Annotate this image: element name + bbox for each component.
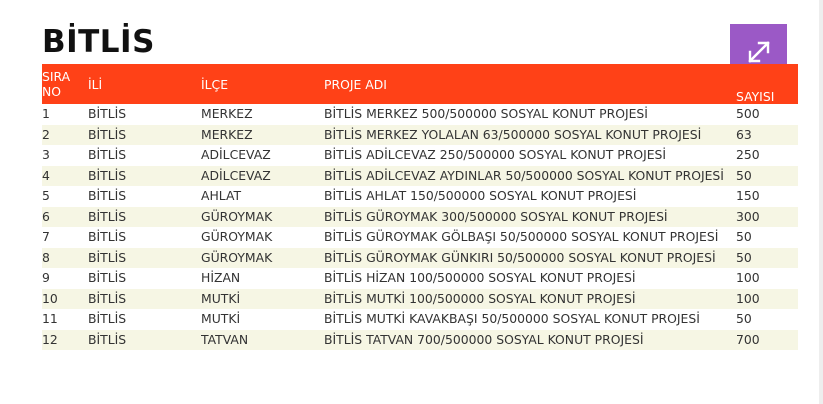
cell-sayisi: 50 bbox=[736, 249, 752, 265]
cell-il: BİTLİS bbox=[88, 290, 127, 306]
cell-sayisi: 63 bbox=[736, 126, 752, 142]
header-sayisi: SAYISI bbox=[736, 89, 775, 104]
cell-proje-adi: BİTLİS MUTKİ 100/500000 SOSYAL KONUT PROJESİ bbox=[324, 290, 636, 306]
cell-ilce: GÜROYMAK bbox=[201, 229, 273, 245]
cell-il: BİTLİS bbox=[88, 167, 127, 183]
header-proje-adi: PROJE ADI bbox=[324, 76, 387, 92]
expand-arrows-icon bbox=[746, 39, 772, 65]
cell-sira-no: 12 bbox=[42, 331, 58, 347]
table-row bbox=[42, 207, 798, 228]
page-title: BİTLİS bbox=[42, 24, 155, 60]
cell-sira-no: 3 bbox=[42, 147, 50, 163]
table-row bbox=[42, 289, 798, 310]
cell-proje-adi: BİTLİS GÜROYMAK 300/500000 SOSYAL KONUT PROJESİ bbox=[324, 208, 668, 224]
cell-il: BİTLİS bbox=[88, 126, 127, 142]
table-row bbox=[42, 166, 798, 187]
scrollbar-track[interactable] bbox=[819, 0, 823, 404]
cell-sira-no: 7 bbox=[42, 229, 50, 245]
cell-ilce: MUTKİ bbox=[201, 290, 241, 306]
cell-proje-adi: BİTLİS ADİLCEVAZ 250/500000 SOSYAL KONUT PROJESİ bbox=[324, 147, 667, 163]
table-body bbox=[42, 104, 798, 350]
cell-sayisi: 50 bbox=[736, 311, 752, 327]
cell-il: BİTLİS bbox=[88, 208, 127, 224]
cell-il: BİTLİS bbox=[88, 188, 127, 204]
cell-proje-adi: BİTLİS GÜROYMAK GÜNKIRI 50/500000 SOSYAL KONUT PROJESİ bbox=[324, 249, 716, 265]
cell-ilce: MUTKİ bbox=[201, 311, 241, 327]
housing-projects-table bbox=[42, 64, 798, 350]
table-row bbox=[42, 125, 798, 146]
cell-sira-no: 9 bbox=[42, 270, 50, 286]
cell-sayisi: 100 bbox=[736, 290, 760, 306]
cell-sira-no: 2 bbox=[42, 126, 50, 142]
cell-sira-no: 8 bbox=[42, 249, 50, 265]
cell-il: BİTLİS bbox=[88, 106, 127, 122]
cell-ilce: AHLAT bbox=[201, 188, 242, 204]
table-row bbox=[42, 248, 798, 269]
header-ilce: İLÇE bbox=[201, 76, 229, 92]
cell-proje-adi: BİTLİS MUTKİ KAVAKBAŞI 50/500000 SOSYAL KONUT PROJESİ bbox=[324, 311, 700, 327]
cell-sira-no: 6 bbox=[42, 208, 50, 224]
cell-il: BİTLİS bbox=[88, 311, 127, 327]
cell-il: BİTLİS bbox=[88, 331, 127, 347]
cell-ilce: ADİLCEVAZ bbox=[201, 167, 271, 183]
cell-sayisi: 500 bbox=[736, 106, 760, 122]
table-row bbox=[42, 104, 798, 125]
cell-sira-no: 1 bbox=[42, 106, 50, 122]
table-row bbox=[42, 145, 798, 166]
cell-sayisi: 150 bbox=[736, 188, 760, 204]
cell-proje-adi: BİTLİS GÜROYMAK GÖLBAŞI 50/500000 SOSYAL KONUT PROJESİ bbox=[324, 229, 719, 245]
cell-sira-no: 5 bbox=[42, 188, 50, 204]
cell-ilce: HİZAN bbox=[201, 270, 241, 286]
table-row bbox=[42, 309, 798, 330]
cell-il: BİTLİS bbox=[88, 229, 127, 245]
cell-sayisi: 50 bbox=[736, 229, 752, 245]
cell-sayisi: 250 bbox=[736, 147, 760, 163]
cell-sayisi: 300 bbox=[736, 208, 760, 224]
cell-ilce: GÜROYMAK bbox=[201, 208, 273, 224]
table-row bbox=[42, 268, 798, 289]
cell-sayisi: 100 bbox=[736, 270, 760, 286]
cell-proje-adi: BİTLİS MERKEZ 500/500000 SOSYAL KONUT PROJESİ bbox=[324, 106, 648, 122]
cell-il: BİTLİS bbox=[88, 270, 127, 286]
cell-ilce: GÜROYMAK bbox=[201, 249, 273, 265]
cell-sira-no: 4 bbox=[42, 167, 50, 183]
header-sira-line1: SIRA bbox=[42, 69, 71, 84]
cell-il: BİTLİS bbox=[88, 249, 127, 265]
cell-proje-adi: BİTLİS MERKEZ YOLALAN 63/500000 SOSYAL KONUT PROJESİ bbox=[324, 126, 702, 142]
cell-ilce: MERKEZ bbox=[201, 106, 253, 122]
cell-sayisi: 50 bbox=[736, 167, 752, 183]
table-row bbox=[42, 330, 798, 351]
cell-sira-no: 11 bbox=[42, 311, 58, 327]
header-sira-line2: NO bbox=[42, 84, 62, 99]
cell-sayisi: 700 bbox=[736, 331, 760, 347]
table-row bbox=[42, 227, 798, 248]
cell-il: BİTLİS bbox=[88, 147, 127, 163]
cell-proje-adi: BİTLİS HİZAN 100/500000 SOSYAL KONUT PROJESİ bbox=[324, 270, 636, 286]
header-il: İLİ bbox=[88, 76, 103, 92]
table-row bbox=[42, 186, 798, 207]
cell-proje-adi: BİTLİS ADİLCEVAZ AYDINLAR 50/500000 SOSYAL KONUT PROJESİ bbox=[324, 167, 724, 183]
cell-ilce: ADİLCEVAZ bbox=[201, 147, 271, 163]
header-sira-no bbox=[42, 64, 88, 104]
table-header-row bbox=[42, 64, 798, 104]
cell-proje-adi: BİTLİS AHLAT 150/500000 SOSYAL KONUT PROJESİ bbox=[324, 188, 637, 204]
cell-sira-no: 10 bbox=[42, 290, 58, 306]
cell-proje-adi: BİTLİS TATVAN 700/500000 SOSYAL KONUT PROJESİ bbox=[324, 331, 644, 347]
cell-ilce: MERKEZ bbox=[201, 126, 253, 142]
cell-ilce: TATVAN bbox=[201, 331, 249, 347]
